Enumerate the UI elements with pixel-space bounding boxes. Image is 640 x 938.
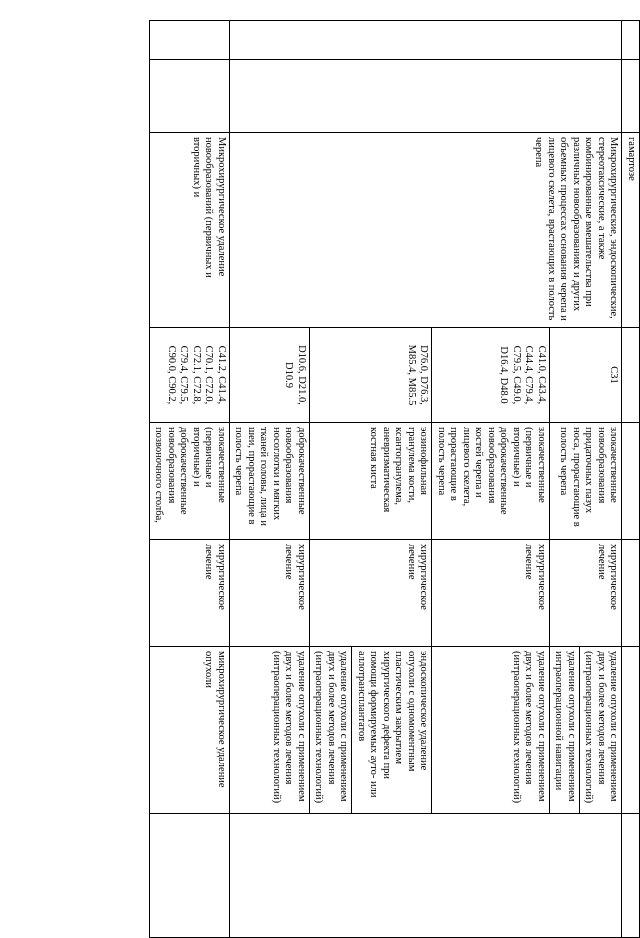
- table-row: [622, 21, 640, 938]
- group-description: Микрохирургические, эндоскопические, стереотаксические, а также комбинированные вмешательства при различных новообразованиях и других объемных процессах основания черепа и лицевого скелета, врастающих в полость черепа: [230, 133, 623, 328]
- method: удаление опухоли с применением двух и более методов лечения (интраоперационных технологий): [230, 647, 310, 814]
- method: удаление опухоли с применением двух и более методов лечения (интраоперационных технологий): [432, 647, 550, 814]
- table-cell: [150, 60, 230, 133]
- table-cell: [230, 60, 623, 133]
- method-cell: [550, 647, 623, 814]
- medical-procedures-table: [149, 20, 640, 938]
- rotated-page: [70, 20, 640, 865]
- treatment-type: хирургическое лечение: [432, 540, 550, 647]
- diagnosis: злокачественные (первичные и вторичные) и доброкачественные новообразования позвоночного столба,: [150, 423, 230, 540]
- method: удаление опухоли с применением двух и более методов лечения (интраоперационных технологий): [313, 651, 350, 804]
- table-cell: [622, 647, 640, 814]
- table-cell: [622, 423, 640, 540]
- table-cell: гамартозе: [622, 133, 640, 328]
- method: эндоскопическое удаление опухоли с одномоментным пластическим закрытием хирургического дефекта при помощи формируемых ауто- или аллотрансплантатов: [352, 647, 432, 813]
- group-description: Микрохирургическое удаление новообразований (первичных и вторичных) и: [150, 133, 230, 328]
- icd-code: С41.2, С41.4, С70.1, С72.0, С72.1, С72.8, С79.4, С79.5, С90.0, С90.2,: [150, 328, 230, 423]
- method: микрохирургическое удаление опухоли: [150, 647, 230, 814]
- diagnosis: эозинофильная гранулема кости, ксантогранулема, аневризматическая костная киста: [310, 423, 433, 540]
- table-cell: [150, 21, 230, 60]
- table-cell: [230, 814, 623, 938]
- table-row: [150, 21, 230, 938]
- icd-code: С41.0, С43.4, С44.4, С79.4, С79.5, С49.0, D16.4, D48.0: [432, 328, 550, 423]
- icd-code: С31: [550, 328, 623, 423]
- treatment-type: хирургическое лечение: [310, 540, 433, 647]
- treatment-type: хирургическое лечение: [550, 540, 623, 647]
- treatment-type: хирургическое лечение: [230, 540, 310, 647]
- diagnosis: злокачественные (первичные и вторичные) и доброкачественные новообразования костей черепа и лицевого скелета, прорастающие в полость черепа: [432, 423, 550, 540]
- method: удаление опухоли с применением интраоперационной навигации: [553, 651, 577, 802]
- treatment-type: хирургическое лечение: [150, 540, 230, 647]
- diagnosis: злокачественные новообразования придаточных пазух носа, прорастающие в полость черепа: [550, 423, 623, 540]
- table-cell: [622, 60, 640, 133]
- table-cell: [230, 21, 623, 60]
- table-row: [550, 21, 623, 938]
- method: удаление опухоли с применением двух и более методов лечения (интраоперационных технологий): [579, 647, 622, 813]
- icd-code: D76.0, D76.3, M85.4, M85.5: [310, 328, 433, 423]
- icd-code: D10.6, D21.0, D10.9: [230, 328, 310, 423]
- table-cell: [622, 21, 640, 60]
- table-cell: [622, 814, 640, 938]
- diagnosis: доброкачественные новообразования носоглотки и мягких тканей головы, лица и шеи, прорастающие в полость черепа: [230, 423, 310, 540]
- method-cell: [310, 647, 433, 814]
- table-cell: [150, 814, 230, 938]
- table-cell: [622, 540, 640, 647]
- table-cell: [622, 328, 640, 423]
